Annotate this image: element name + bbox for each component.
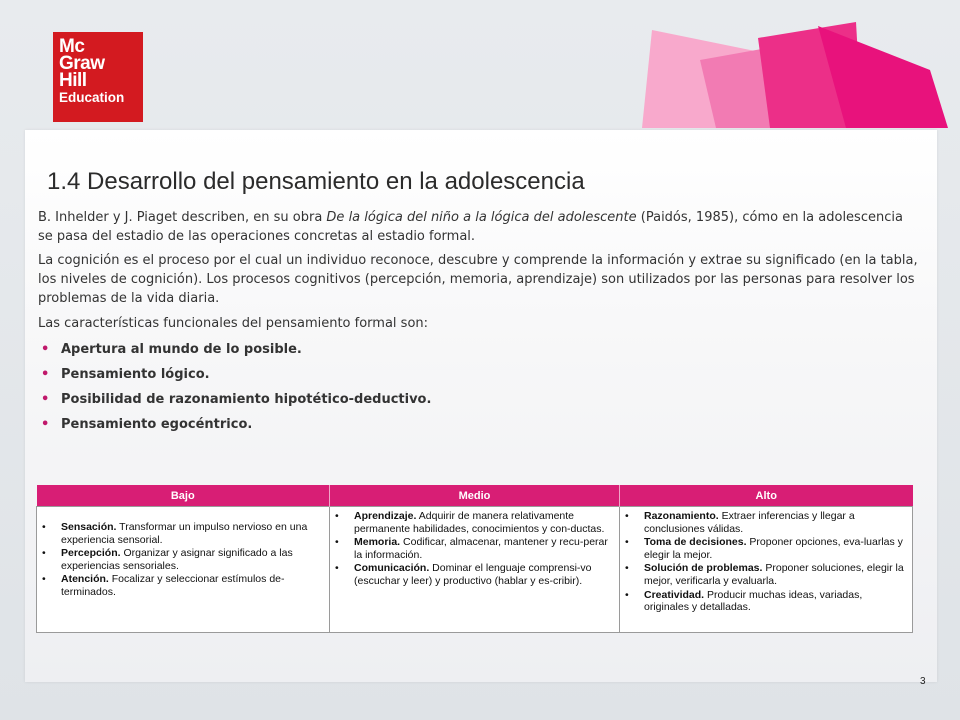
bullet-icon: • [41, 342, 50, 357]
definition: Proponer soluciones, elegir la mejor, verificarla y evaluarla. [644, 562, 904, 587]
list-item [38, 415, 918, 440]
term: Percepción. [61, 547, 121, 560]
slide-title: 1.4 Desarrollo del pensamiento en la adolescencia [47, 168, 585, 195]
list-item [38, 340, 918, 365]
list-item [40, 547, 324, 572]
paragraph-1-start: B. Inhelder y J. Piaget describen, en su obra [38, 210, 327, 225]
bullet-icon: • [335, 562, 339, 575]
term: Razonamiento. [644, 510, 719, 522]
page-number: 3 [920, 676, 926, 687]
paragraph-1 [38, 208, 918, 246]
definition: Dominar el lenguaje comprensi-vo (escuchar y leer) y productivo (hablar y es-cribir). [354, 562, 592, 587]
bullet-icon: • [625, 562, 629, 575]
list-item [623, 562, 907, 587]
column-header-bajo: Bajo [37, 485, 330, 507]
definition: Producir muchas ideas, variadas, originales y detalladas. [644, 588, 863, 614]
definition: Proponer opciones, eva-luarlas y elegir la mejor. [644, 536, 903, 561]
list-item-text: Posibilidad de razonamiento hipotético-deductivo. [61, 392, 432, 407]
paragraph-3: Las características funcionales del pensamiento formal son: [38, 316, 429, 331]
list-item-text: Pensamiento egocéntrico. [61, 417, 253, 432]
bullet-icon: • [41, 367, 50, 382]
features-list [38, 340, 918, 440]
term: Aprendizaje. [354, 510, 417, 522]
medio-list [333, 510, 614, 588]
cell-medio [330, 507, 620, 633]
bullet-icon: • [41, 417, 50, 432]
list-item [333, 562, 614, 587]
logo-line-2: Graw [59, 53, 105, 74]
list-item-text: Pensamiento lógico. [61, 367, 210, 382]
list-item [333, 536, 614, 561]
definition: Adquirir de manera relativamente permanente habilidades, conocimientos y con-ductas. [354, 510, 605, 535]
bullet-icon: • [625, 588, 629, 601]
bullet-icon: • [42, 521, 46, 533]
column-header-alto: Alto [620, 485, 913, 507]
paragraph-1-end: (Paidós, 1985), cómo en la adolescencia se pasa del estadio de las operaciones concretas al estadio formal. [38, 210, 903, 244]
cell-alto [620, 507, 913, 633]
logo-line-1: Mc [59, 36, 85, 57]
list-item [40, 521, 324, 546]
list-item [623, 589, 907, 614]
bullet-icon: • [335, 510, 339, 522]
mcgraw-hill-logo [53, 32, 143, 122]
column-header-medio: Medio [330, 485, 620, 507]
logo-line-4: Education [59, 90, 125, 105]
term: Creatividad. [644, 588, 705, 601]
alto-list [623, 510, 907, 614]
term: Solución de problemas. [644, 562, 763, 575]
paragraph-2: La cognición es el proceso por el cual un individuo reconoce, descubre y comprende la información y extrae su significado (en la tabla, los niveles de cognición). Los procesos cognitivos (percepción, memoria, aprendizaje) son utilizados por las personas para resolver los problemas de la vida diaria. [38, 253, 918, 306]
definition: Focalizar y seleccionar estímulos de-terminados. [61, 573, 285, 598]
body-text [38, 208, 918, 440]
bullet-icon: • [41, 392, 50, 407]
term: Comunicación. [354, 562, 430, 575]
list-item [333, 510, 614, 535]
table-header-row [37, 485, 913, 507]
table-row [37, 507, 913, 633]
logo-line-3: Hill [59, 70, 87, 91]
bullet-icon: • [42, 547, 46, 560]
list-item [38, 390, 918, 415]
definition: Organizar y asignar significado a las experiencias sensoriales. [61, 547, 293, 572]
definition: Codificar, almacenar, mantener y recu-perar la información. [354, 536, 608, 561]
definition: Transformar un impulso nervioso en una experiencia sensorial. [61, 521, 308, 546]
bullet-icon: • [335, 536, 339, 549]
list-item-text: Apertura al mundo de lo posible. [61, 342, 302, 357]
bullet-icon: • [625, 510, 629, 522]
cognition-levels-table [36, 485, 913, 633]
list-item [623, 510, 907, 535]
term: Sensación. [61, 521, 117, 533]
cell-bajo [37, 507, 330, 633]
term: Memoria. [354, 536, 401, 549]
term: Toma de decisiones. [644, 536, 747, 549]
term: Atención. [61, 573, 109, 586]
definition: Extraer inferencias y llegar a conclusiones válidas. [644, 510, 855, 535]
list-item [38, 365, 918, 390]
list-item [623, 536, 907, 561]
bullet-icon: • [625, 536, 629, 549]
book-title: De la lógica del niño a la lógica del adolescente [326, 210, 637, 225]
bajo-list [40, 521, 324, 599]
bullet-icon: • [42, 573, 46, 586]
list-item [40, 573, 324, 598]
